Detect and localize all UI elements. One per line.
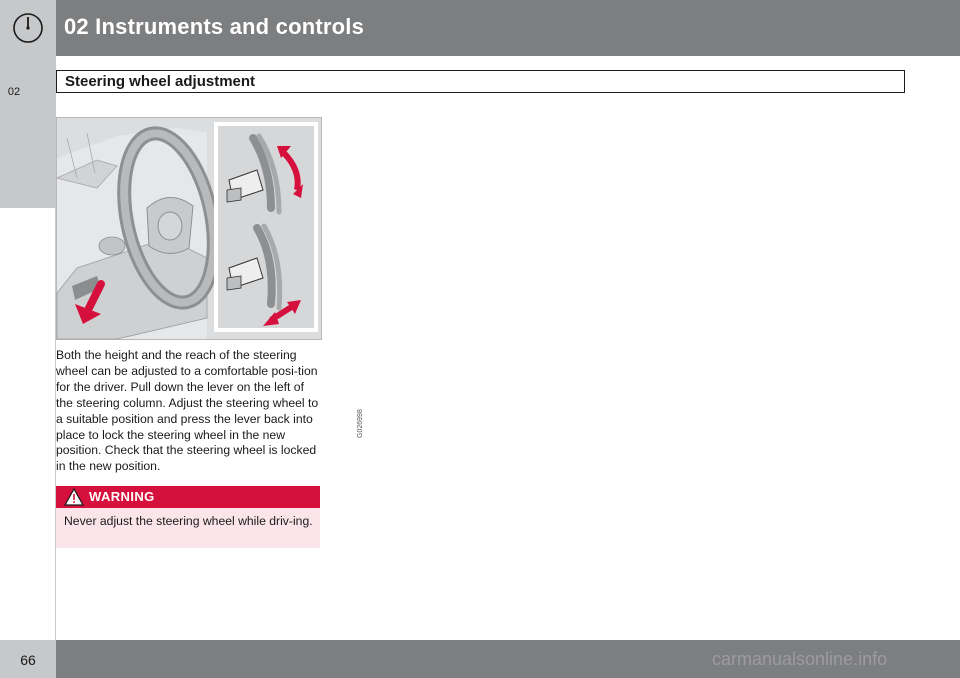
figure-code: G026998 [357, 409, 364, 438]
chapter-icon-box [0, 0, 56, 56]
warning-triangle-icon [64, 488, 84, 506]
warning-title: WARNING [89, 489, 155, 504]
instruction-text: Both the height and the reach of the steering wheel can be adjusted to a comfortable posi-tion for the driver. Pull down the lever on the left of the steering column. Adjust the steering wheel to a suitable position and press the lever back into place to lock the steering wheel in the new position. Check that the steering wheel is locked in the new position. [56, 348, 319, 474]
speedometer-icon [0, 0, 56, 56]
chapter-side-tab-label: 02 [7, 86, 21, 98]
warning-header [56, 486, 320, 508]
chapter-title: 02 Instruments and controls [64, 14, 365, 39]
chapter-side-tab [0, 56, 56, 208]
watermark: carmanualsonline.info [712, 649, 888, 669]
page-number: 66 [20, 652, 36, 668]
warning-text: Never adjust the steering wheel while driv-ing. [64, 514, 313, 528]
warning-body [56, 508, 320, 548]
instruction-paragraph [56, 348, 322, 475]
section-heading-bar [56, 70, 905, 93]
illustration-drawing [57, 118, 321, 339]
section-title: Steering wheel adjustment [65, 73, 256, 90]
